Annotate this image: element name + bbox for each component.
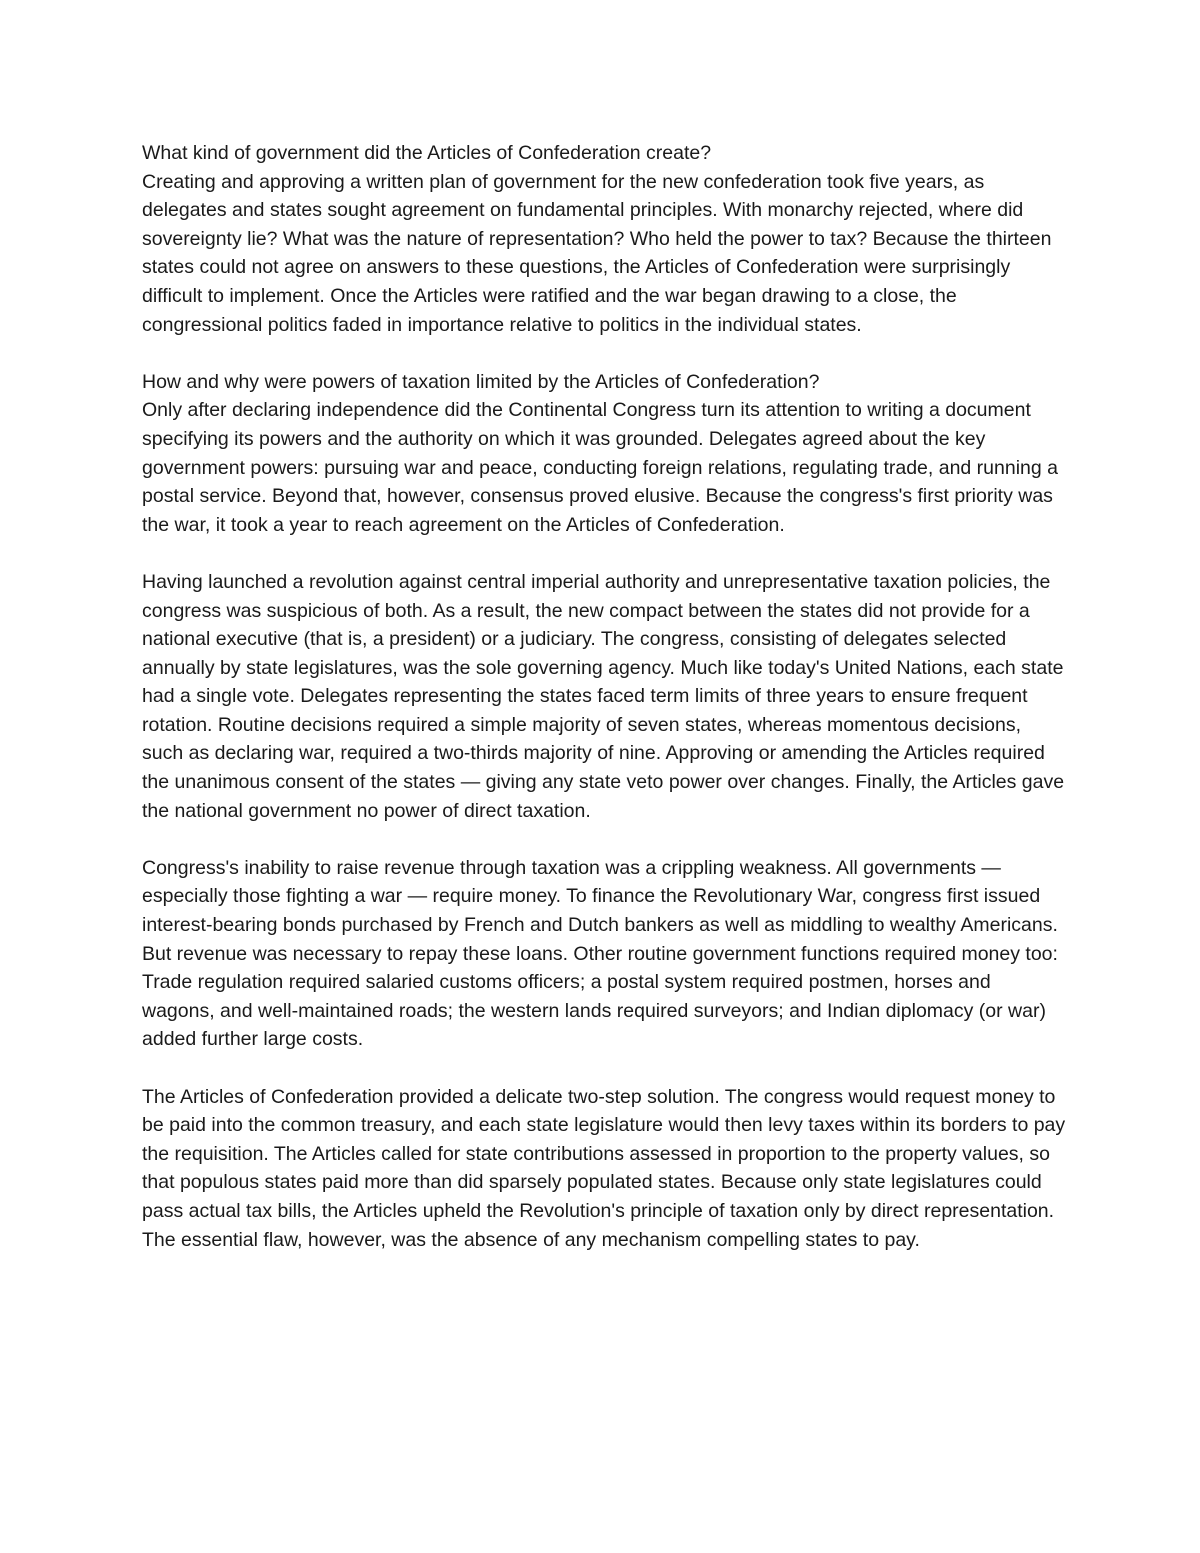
section-paragraph: Only after declaring independence did the Continental Congress turn its attention to writing a document specifying its powers and the authority on which it was grounded. Delegates agreed about the key government powers: pursuing war and peace, conducting foreign relations, regulating trade, and running a postal service. Beyond that, however, consensus proved elusive. Because the congress's first priority was the war, it took a year to reach agreement on the Articles of Confederation. <box>142 399 1058 536</box>
section-heading: What kind of government did the Articles of Confederation create? <box>142 142 712 164</box>
paragraph-block <box>142 1083 1067 1255</box>
paragraph: The Articles of Confederation provided a delicate two-step solution. The congress would request money to be paid into the common treasury, and each state legislature would then levy taxes within its borders to pay the requisition. The Articles called for state contributions assessed in proportion to the property values, so that populous states paid more than did sparsely populated states. Because only state legislatures could pass actual tax bills, the Articles upheld the Revolution's principle of taxation only by direct representation. The essential flaw, however, was the absence of any mechanism compelling states to pay. <box>142 1085 1066 1251</box>
paragraph: Congress's inability to raise revenue through taxation was a crippling weakness. All governments — especially those fighting a war — require money. To finance the Revolutionary War, congress first issued interest-bearing bonds purchased by French and Dutch bankers as well as middling to wealthy Americans. But revenue was necessary to repay these loans. Other routine government functions required money too: Trade regulation required salaried customs officers; a postal system required postmen, horses and wagons, and well-maintained roads; the western lands required surveyors; and Indian diplomacy (or war) added further large costs. <box>142 856 1058 1051</box>
section-taxation-limits <box>142 368 1067 540</box>
section-paragraph: Creating and approving a written plan of government for the new confederation took five years, as delegates and states sought agreement on fundamental principles. With monarchy rejected, where did sovereignty lie? What was the nature of representation? Who held the power to tax? Because the thirteen states could not agree on answers to these questions, the Articles of Confederation were surprisingly difficult to implement. Once the Articles were ratified and the war began drawing to a close, the congressional politics faded in importance relative to politics in the individual states. <box>142 170 1052 336</box>
paragraph: Having launched a revolution against central imperial authority and unrepresentative taxation policies, the congress was suspicious of both. As a result, the new compact between the states did not provide for a national executive (that is, a president) or a judiciary. The congress, consisting of delegates selected annually by state legislatures, was the sole governing agency. Much like today's United Nations, each state had a single vote. Delegates representing the states faced term limits of three years to ensure frequent rotation. Routine decisions required a simple majority of seven states, whereas momentous decisions, such as declaring war, required a two-thirds majority of nine. Approving or amending the Articles required the unanimous consent of the states — giving any state veto power over changes. Finally, the Articles gave the national government no power of direct taxation. <box>142 570 1065 822</box>
paragraph-block <box>142 854 1067 1054</box>
document-body <box>142 139 1067 1283</box>
section-government-type <box>142 139 1067 339</box>
paragraph-block <box>142 568 1067 825</box>
section-heading: How and why were powers of taxation limited by the Articles of Confederation? <box>142 370 820 393</box>
